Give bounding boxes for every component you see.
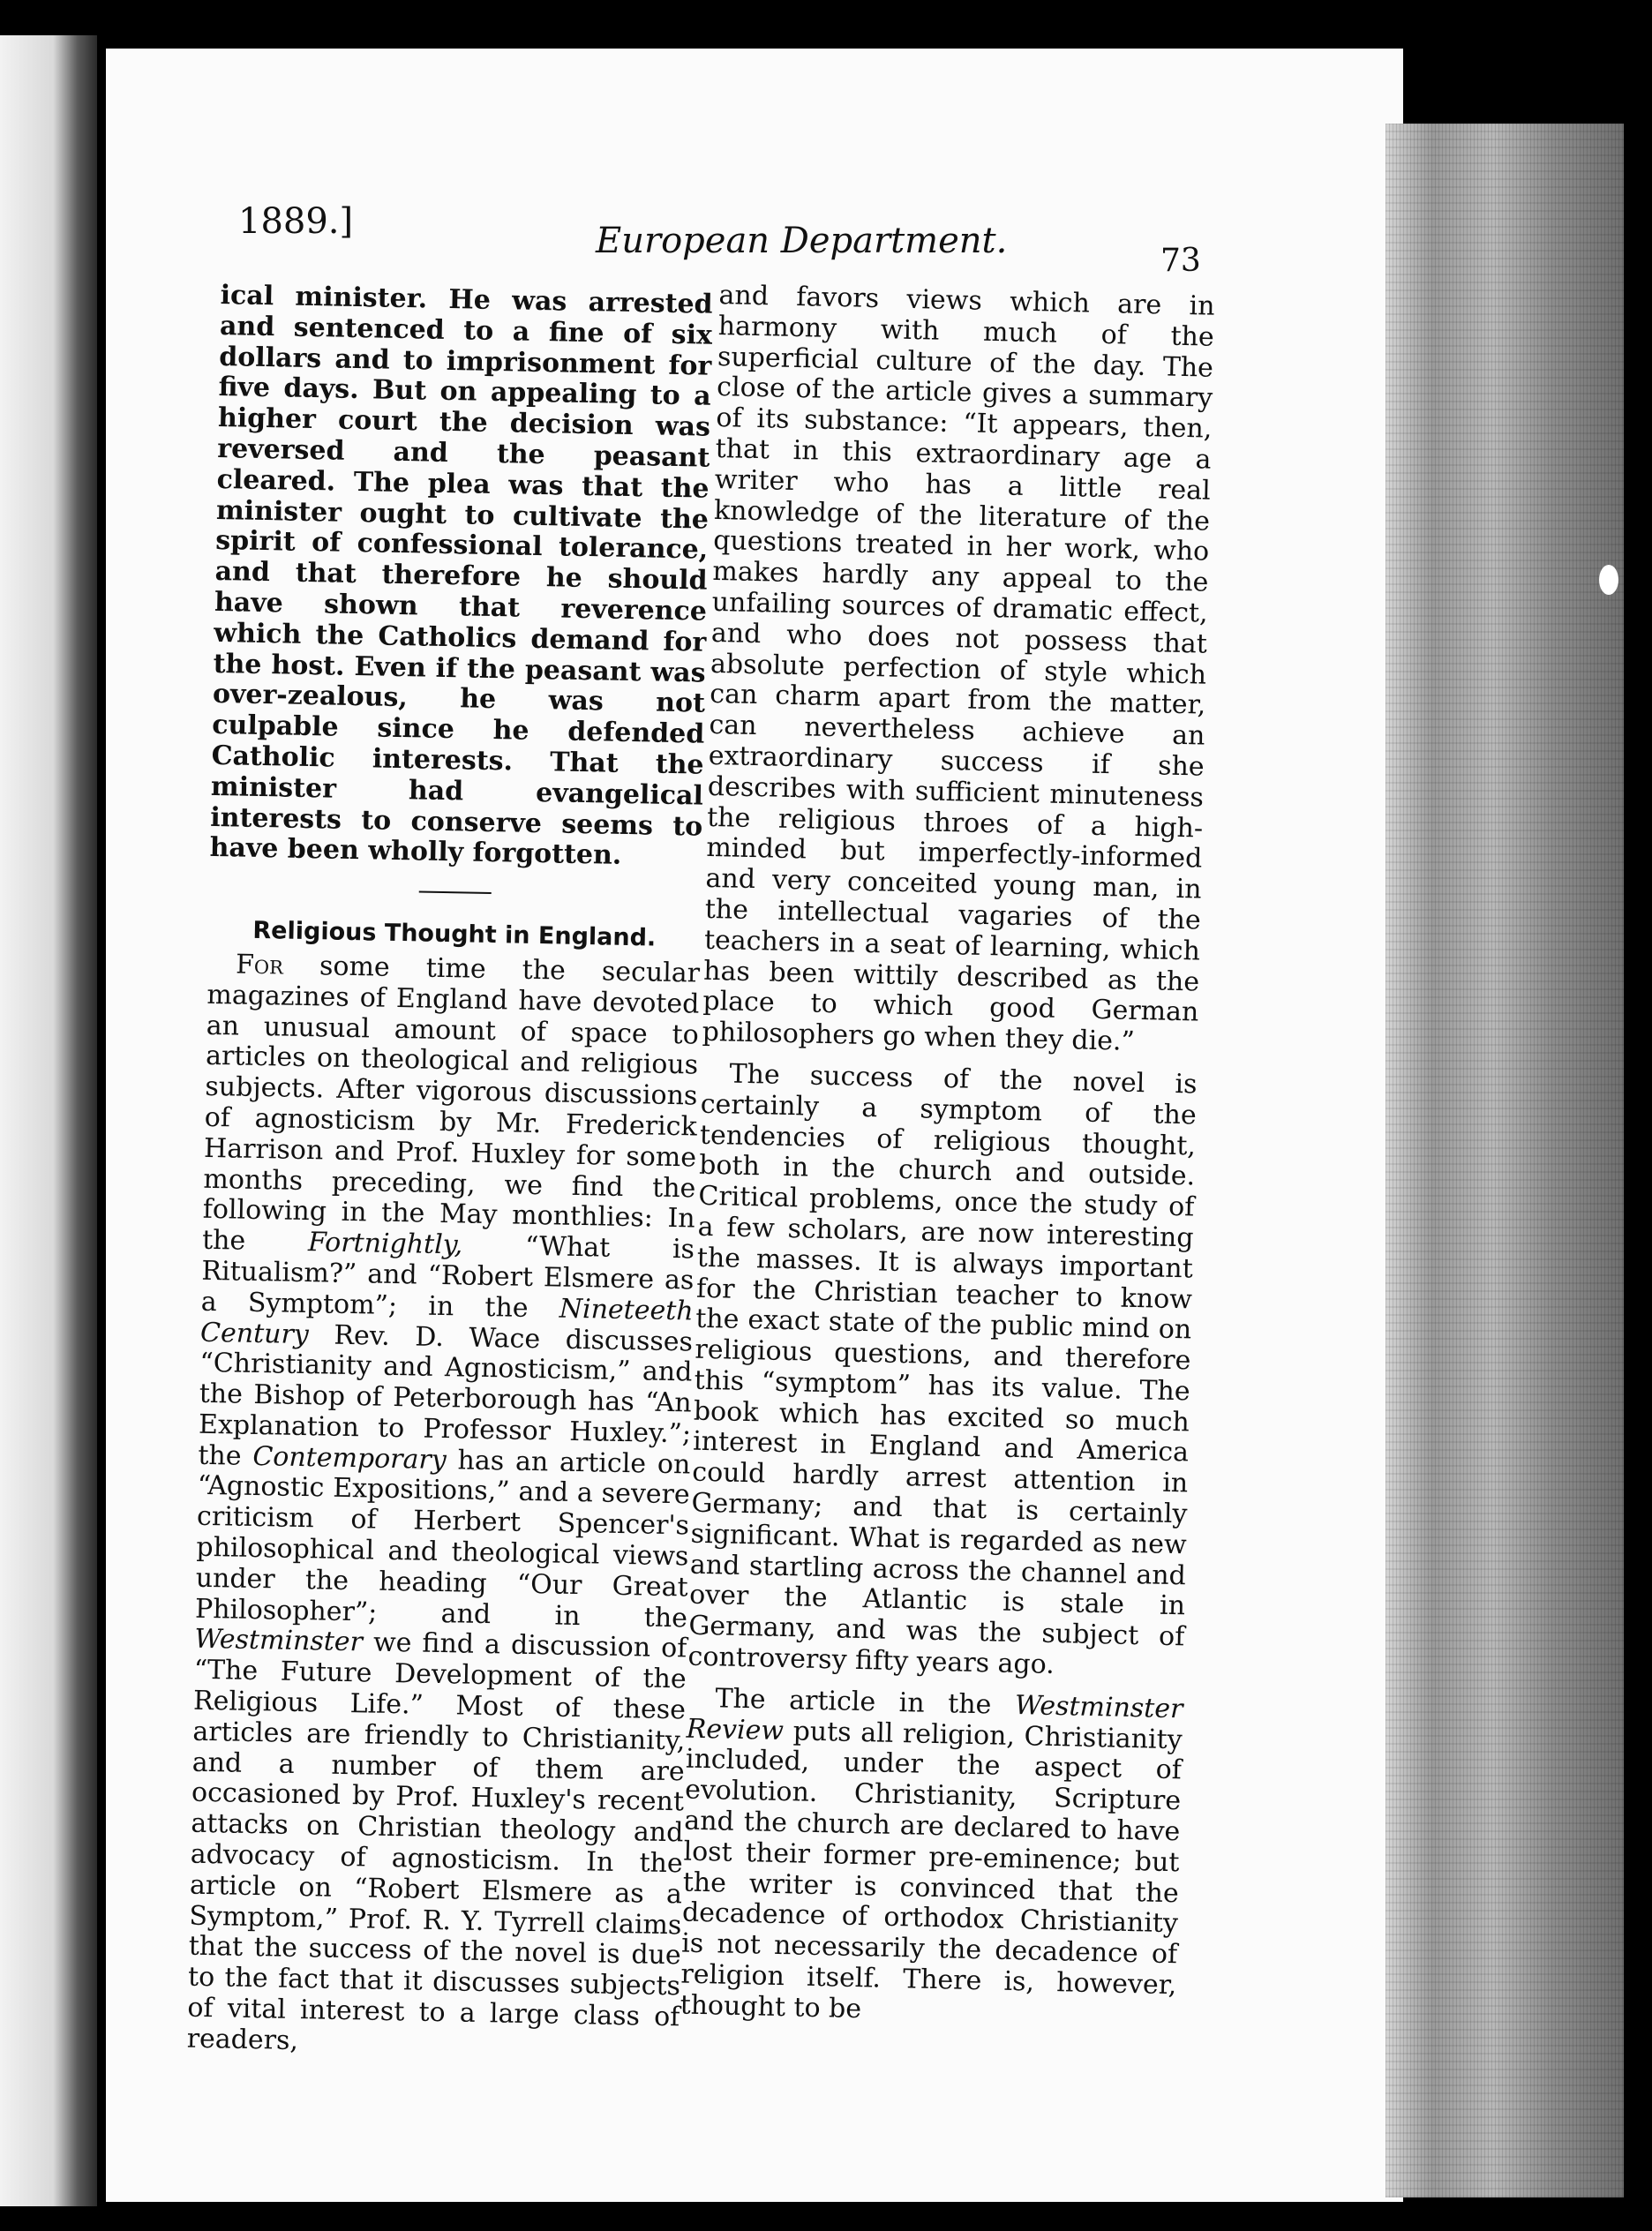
para-text: we find a discussion of “The Future Development of the Religious Life.” Most of these articles are friendly to Christianity, and a number of them are occasioned by Prof. Huxley's recent attacks on Christian theology and advocacy of agnosticism. In the article on “Robert Elsmere as a Symptom,” Prof. R. Y. Tyrrell claims that the success of the novel is due to the fact that it discusses subjects of vital interest to a large class of readers, [186,1626,687,2056]
section-heading: Religious Thought in England. [252,916,657,952]
article-paragraph [186,950,700,2064]
section-divider [419,891,492,895]
continued-paragraph: ical minister. He was arrested and sentenced to a fine of six dollars and to imprisonment for five days. But on appealing to a higher court the decision was reversed and the peasant cleared. The plea was that the minister ought to cultivate the spirit of confessional tolerance, and that therefore he should have shown that reverence which the Catholics demand for the host. Even if the peasant was over-zealous, he was not culpable since he defended Catholic interests. That the minister had evangelical interests to conserve seems to have been wholly forgotten. [209,280,713,872]
page-notch [1599,565,1618,595]
journal-title: Contemporary [252,1440,447,1476]
para-text: some time the secular magazines of England have devoted an unusual amount of space to articles on theological and religious subjects. After vigorous discussions of agnosticism by Mr. Frederick Harrison and Prof. Huxley for some months preceding, we find the following in the May monthlies: In the [201,950,701,1258]
para-text: The article in the [715,1683,1016,1721]
page-number: 73 [1160,243,1201,279]
journal-title: Westminster Review [686,1689,1183,1746]
article-paragraph: and favors views which are in harmony with much of the superficial culture of the day. The close of the article gives a summary of its substance: “It appears, then, that in this extraordinary age a writer who has a little real knowledge of the literature of the questions treated in her work, who makes hardly any appeal to the unfailing sources of dramatic effect, and who does not possess that absolute perfection of style which can charm apart from the matter, can nevertheless achieve an extraordinary success if she describes with sufficient minuteness the religious throes of a high-minded but imperfectly-informed and very conceited young man, in the intellectual vagaries of the teachers in a seat of learning, which has been wittily described as the place to which good German philosophers go when they die.” [702,280,1215,1058]
drop-word: For [235,949,284,981]
article-paragraph [680,1683,1183,2032]
running-head-date: 1889.] [238,201,354,242]
para-text: “What is Ritualism?” and “Robert Elsmere as a Symptom”; in the [200,1229,695,1325]
journal-title: Nineteeth Century [199,1293,695,1350]
left-column [186,281,712,2064]
para-text: Rev. D. Wace discusses “Christianity and Agnosticism,” and the Bishop of Peterborough has “An Explanation to Professor Huxley.”; the [198,1318,694,1472]
running-head-title: European Department. [596,221,1008,261]
facing-page-edge [0,35,97,2206]
page-stack-edge [1385,124,1624,2197]
article-paragraph: The success of the novel is certainly a symptom of the tendencies of religious thought, both in the church and outside. Critical problems, once the study of a few scholars, are now interesting the masses. It is always important for the Christian teacher to know the exact state of the public mind on religious questions, and therefore this “symptom” has its value. The book which has excited so much interest in England and America could hardly arrest attention in Germany; and that is certainly significant. What is regarded as new and startling across the channel and over the Atlantic is stale in Germany, and was the subject of controversy fifty years ago. [687,1058,1198,1681]
journal-title: Westminster [194,1624,364,1658]
journal-title: Fortnightly, [307,1227,463,1261]
para-text: has an article on “Agnostic Expositions,” and a severe criticism of Herbert Spencer's philosophical and theological views under the heading “Our Great Philosopher”; and in the [194,1444,691,1634]
para-text: puts all religion, Christianity included, under the aspect of evolution. Christianity, Scripture and the church are declared to have lost their former pre-eminence; but the writer is convinced that the decadence of orthodox Christianity is not necessarily the decadence of religion itself. There is, however, thought to be [680,1715,1183,2024]
right-column [680,281,1215,2032]
